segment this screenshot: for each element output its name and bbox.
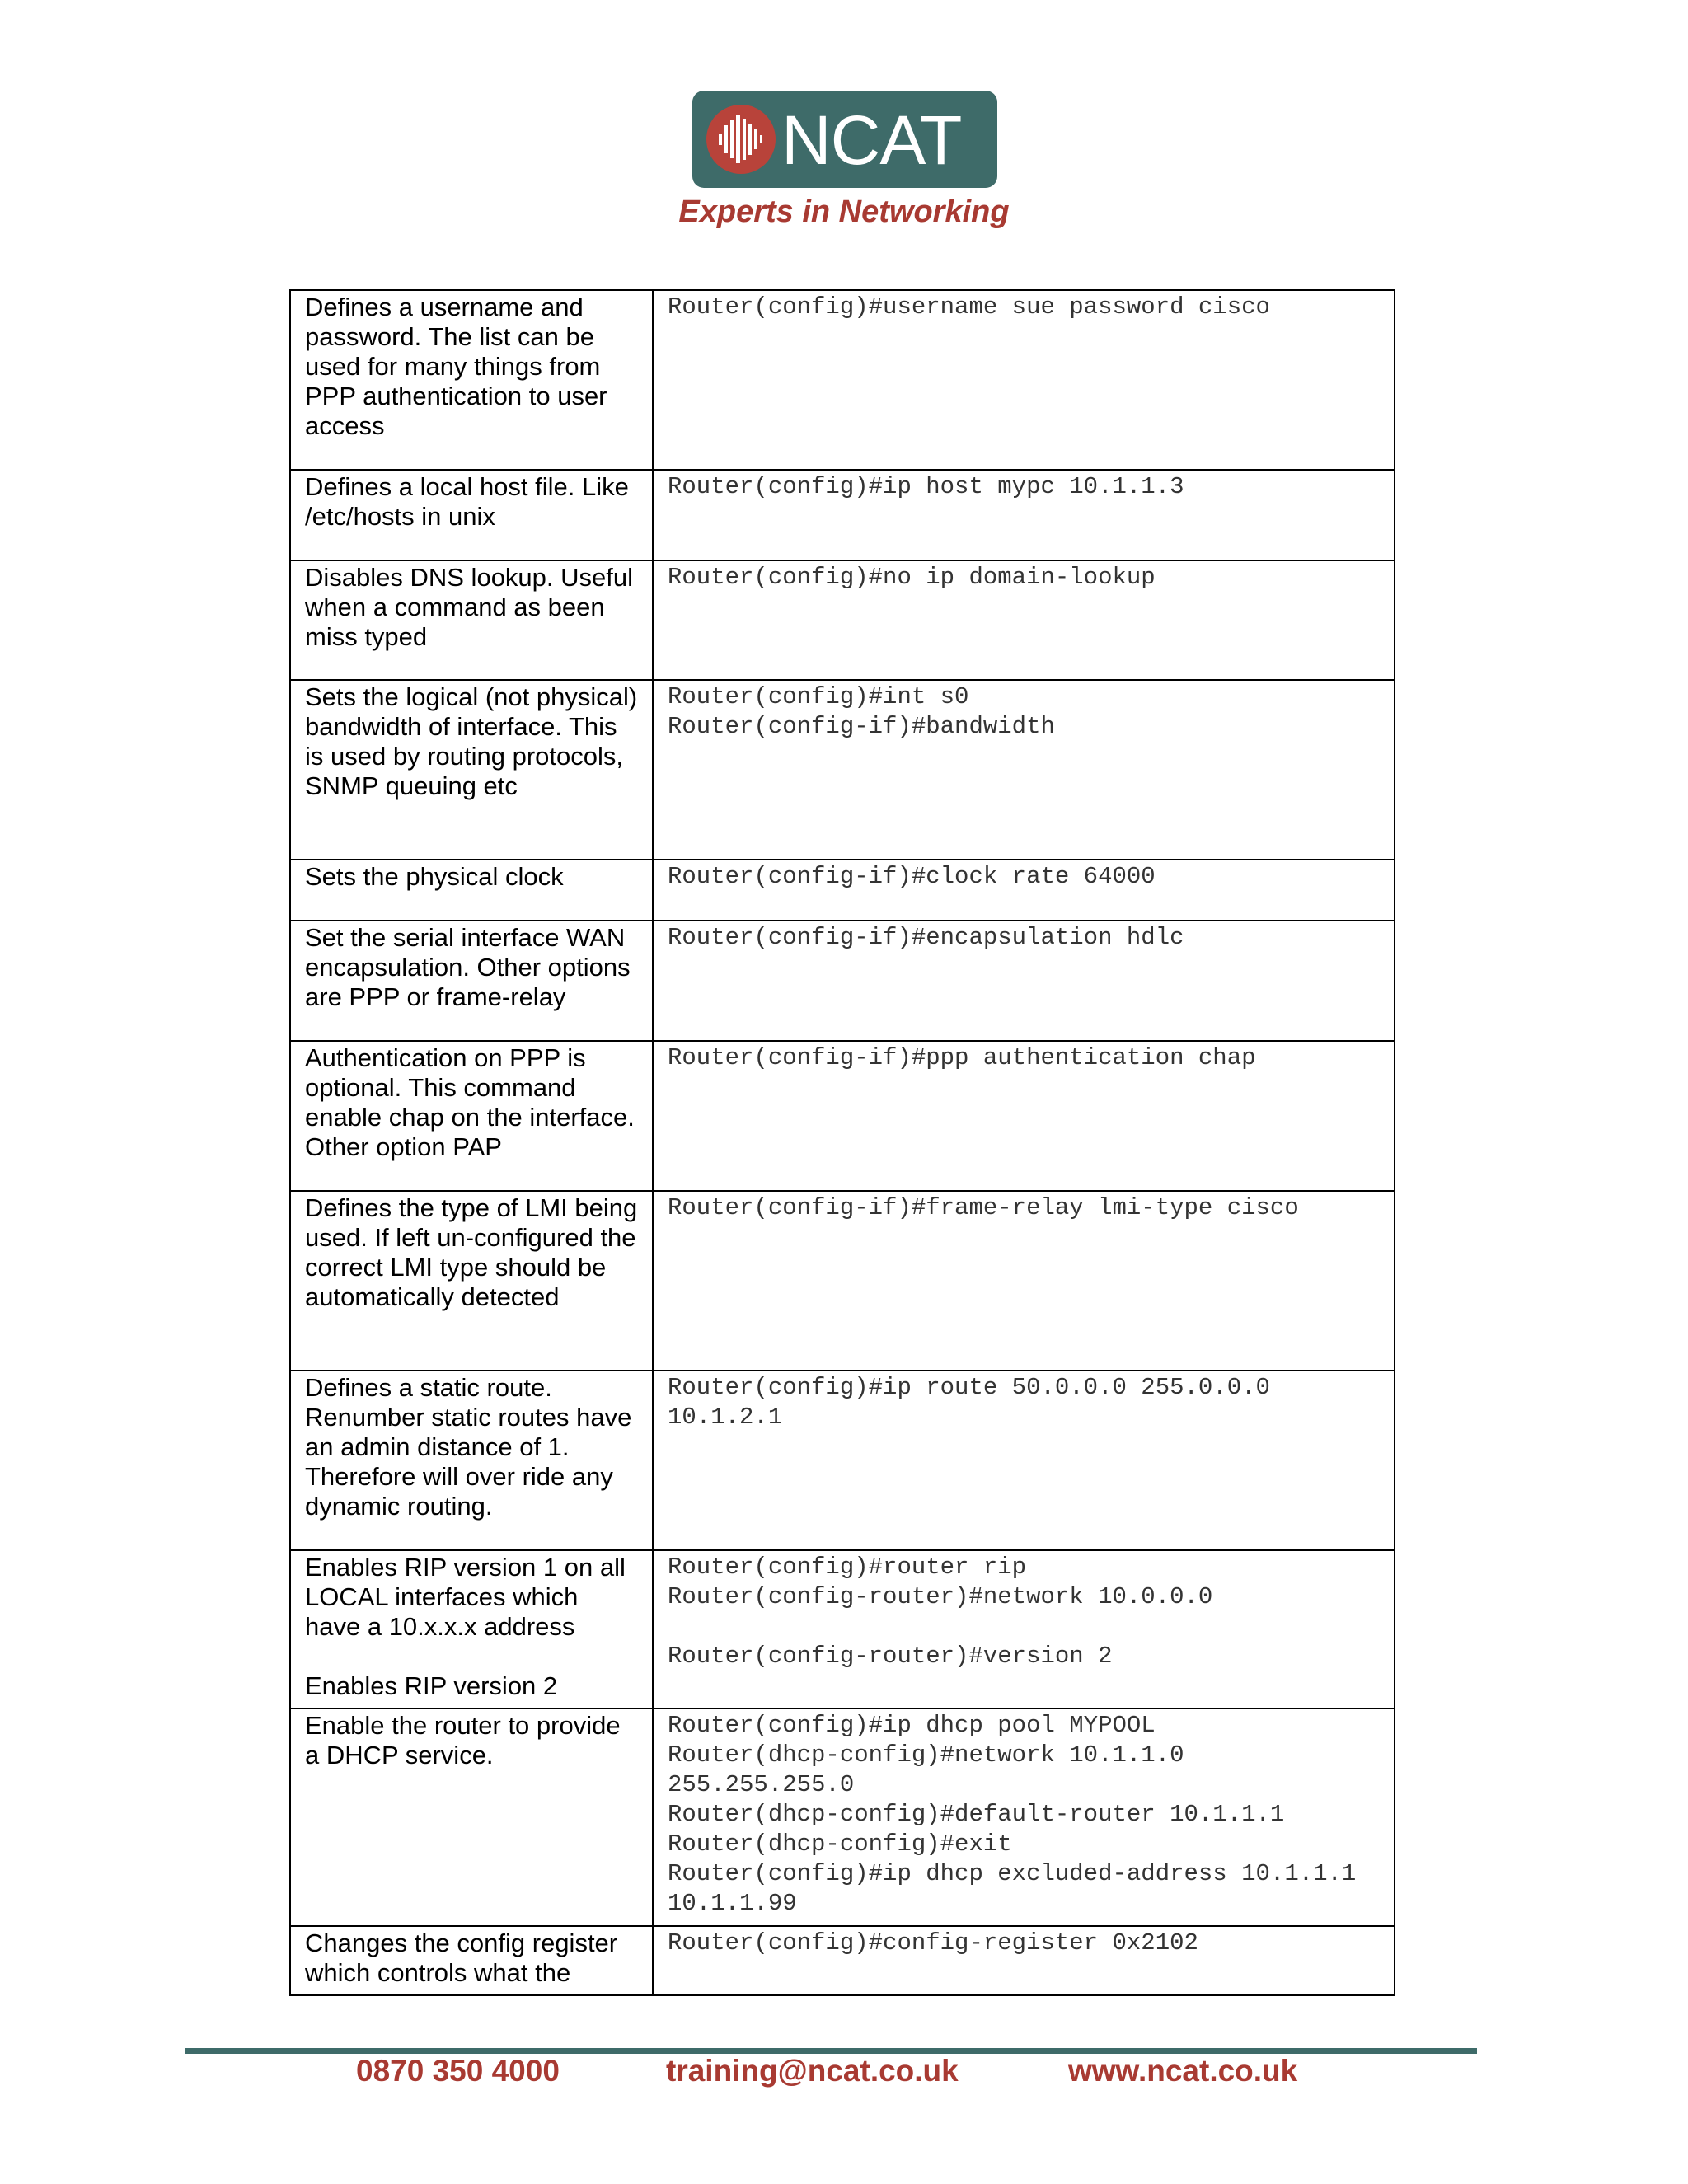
row-description: Defines the type of LMI being used. If left un-configured the correct LMI type should be automatically detected xyxy=(290,1191,653,1371)
rip-v1-description: Enables RIP version 1 on all LOCAL interfaces which have a 10.x.x.x address xyxy=(305,1553,626,1641)
row-command: Router(config-if)#ppp authentication chap xyxy=(653,1041,1395,1191)
ncat-logo xyxy=(692,91,997,188)
row-description: Defines a static route. Renumber static routes have an admin distance of 1. Therefore will over ride any dynamic routing. xyxy=(290,1371,653,1550)
row-command: Router(config)#no ip domain-lookup xyxy=(653,560,1395,680)
row-command: Router(config)#username sue password cisco xyxy=(653,290,1395,470)
row-description: Sets the physical clock xyxy=(290,860,653,921)
table-row xyxy=(290,1708,1395,1926)
row-description: Set the serial interface WAN encapsulation. Other options are PPP or frame-relay xyxy=(290,921,653,1041)
table-row xyxy=(290,1191,1395,1371)
row-description: Sets the logical (not physical) bandwidth of interface. This is used by routing protocols, SNMP queuing etc xyxy=(290,680,653,860)
footer-divider xyxy=(185,2048,1477,2054)
footer-website-link[interactable]: www.ncat.co.uk xyxy=(1068,2054,1298,2088)
command-table xyxy=(289,289,1395,1996)
row-description: Defines a local host file. Like /etc/hosts in unix xyxy=(290,470,653,560)
row-command: Router(config-if)#frame-relay lmi-type cisco xyxy=(653,1191,1395,1371)
row-command xyxy=(653,1550,1395,1708)
row-description: Enable the router to provide a DHCP service. xyxy=(290,1708,653,1926)
row-command: Router(config)#ip dhcp pool MYPOOL Router(dhcp-config)#network 10.1.1.0 255.255.255.0 Router(dhcp-config)#default-router 10.1.1.1 Router(dhcp-config)#exit Router(config)#ip dhcp excluded-address 10.1.1.1 10.1.1.99 xyxy=(653,1708,1395,1926)
row-description xyxy=(290,1550,653,1708)
rip-v2-command: Router(config-router)#version 2 xyxy=(668,1643,1113,1670)
row-description: Disables DNS lookup. Useful when a command as been miss typed xyxy=(290,560,653,680)
row-description: Authentication on PPP is optional. This command enable chap on the interface. Other option PAP xyxy=(290,1041,653,1191)
row-command: Router(config)#ip route 50.0.0.0 255.0.0.0 10.1.2.1 xyxy=(653,1371,1395,1550)
row-command: Router(config)#ip host mypc 10.1.1.3 xyxy=(653,470,1395,560)
row-command: Router(config)#config-register 0x2102 xyxy=(653,1926,1395,1995)
row-command: Router(config-if)#clock rate 64000 xyxy=(653,860,1395,921)
footer-email-link[interactable]: training@ncat.co.uk xyxy=(666,2054,959,2088)
rip-v1-command: Router(config)#router rip Router(config-router)#network 10.0.0.0 xyxy=(668,1554,1213,1610)
table-row xyxy=(290,470,1395,560)
table-row xyxy=(290,1926,1395,1995)
table-row xyxy=(290,1550,1395,1708)
ncat-logo-mark-icon xyxy=(704,102,778,176)
table-row xyxy=(290,290,1395,470)
tagline: Experts in Networking xyxy=(678,194,1010,229)
row-description: Changes the config register which controls what the xyxy=(290,1926,653,1995)
table-row xyxy=(290,560,1395,680)
table-row xyxy=(290,1041,1395,1191)
table-row xyxy=(290,680,1395,860)
footer-phone: 0870 350 4000 xyxy=(356,2054,560,2088)
table-row xyxy=(290,860,1395,921)
rip-v2-description: Enables RIP version 2 xyxy=(305,1671,558,1700)
row-description: Defines a username and password. The list can be used for many things from PPP authentication to user access xyxy=(290,290,653,470)
table-row xyxy=(290,1371,1395,1550)
row-command: Router(config)#int s0 Router(config-if)#bandwidth xyxy=(653,680,1395,860)
row-command: Router(config-if)#encapsulation hdlc xyxy=(653,921,1395,1041)
table-row xyxy=(290,921,1395,1041)
logo-wordmark: NCAT xyxy=(781,101,962,179)
